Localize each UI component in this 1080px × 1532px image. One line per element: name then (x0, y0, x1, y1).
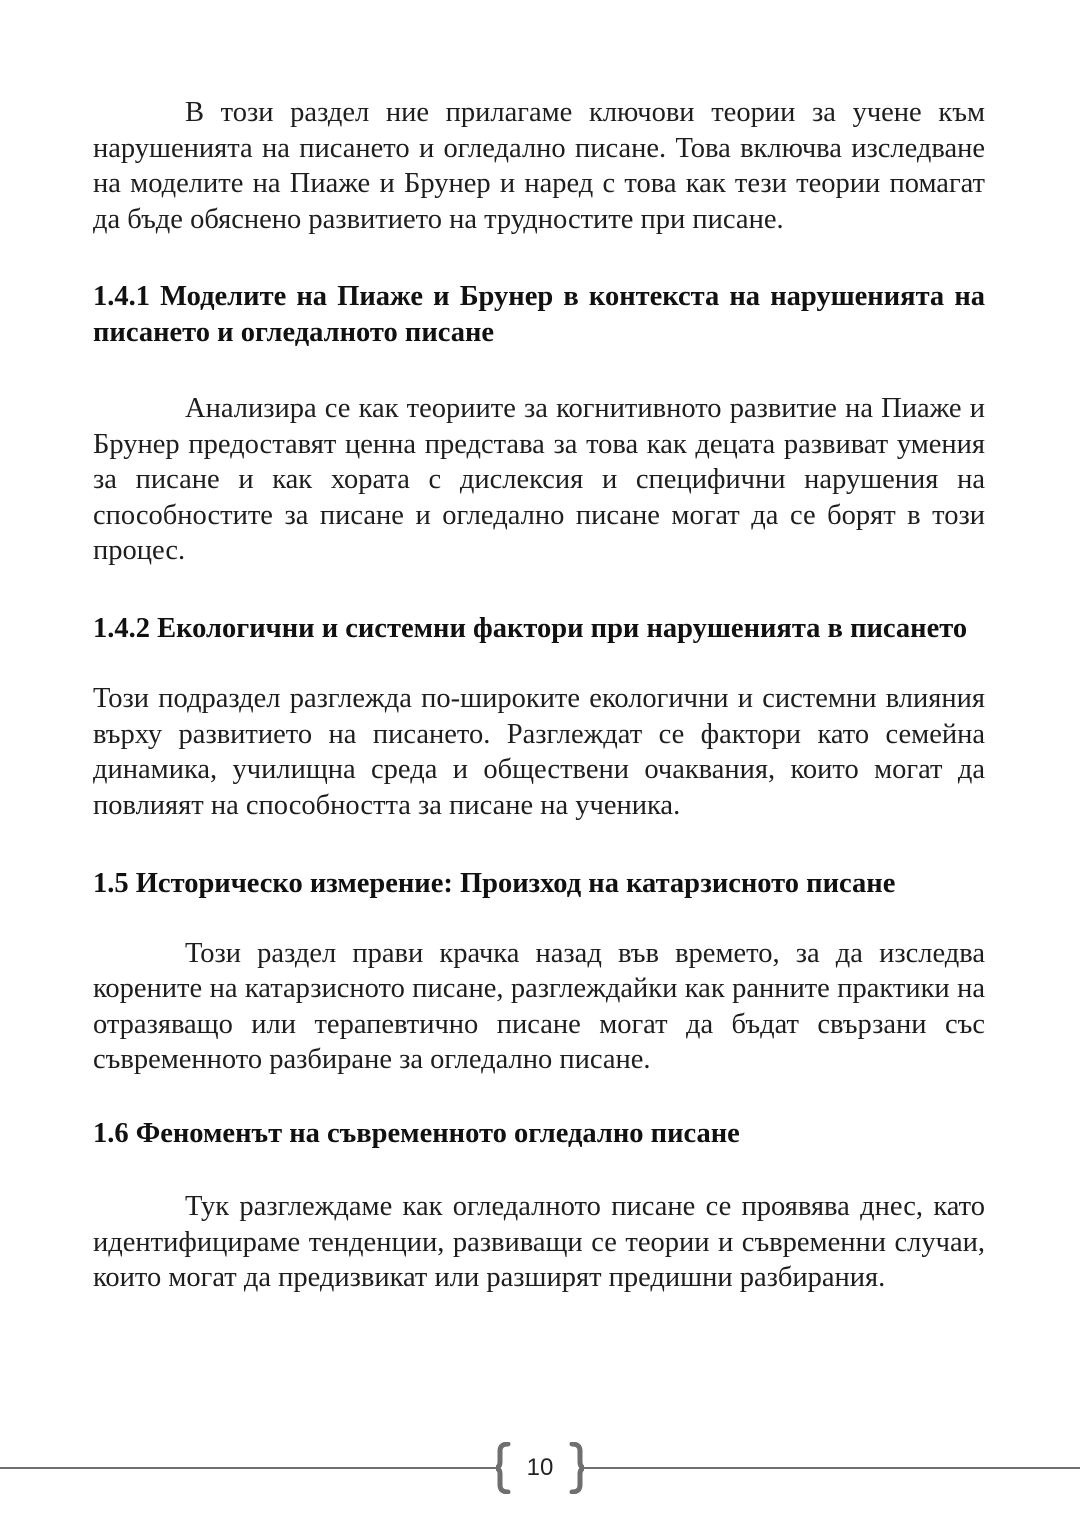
footer-rule-right (584, 1467, 1080, 1469)
page-number: 10 (526, 1454, 554, 1481)
page-number-box (496, 1442, 584, 1494)
section-heading-1-4-2: 1.4.2 Екологични и системни фактори при нарушенията в писането (93, 612, 968, 644)
footer-rule-left (0, 1467, 496, 1469)
section-body-1-5: Този раздел прави крачка назад във времето, за да изследва корените на катарзисното писане, разглеждайки как ранните практики на отразяващо или терапевтично писане могат да бъдат свързани със съвременното разбиране за огледално писане. (93, 937, 985, 1075)
section-body-1-4-2: Този подраздел разглежда по-широките екологични и системни влияния върху развитието на писането. Разглеждат се фактори като семейна динамика, училищна среда и обществени очаквания, които могат да повлияят на способността за писане на ученика. (93, 683, 985, 821)
page-content (93, 95, 985, 1296)
intro-paragraph: В този раздел ние прилагаме ключови теории за учене към нарушенията на писането и огледално писане. Това включва изследване на моделите на Пиаже и Брунер и наред с това как тези теории помагат да бъде обяснено развитието на трудностите при писане. (93, 97, 985, 235)
section-heading-1-6: 1.6 Феноменът на съвременното огледално писане (93, 1117, 740, 1149)
section-body-1-4-1: Анализира се как теориите за когнитивното развитие на Пиаже и Брунер предоставят ценна представа за това как децата развиват умения за писане и как хората с дислексия и специфични нарушения на способностите за писане и огледално писане могат да се борят в този процес. (93, 393, 985, 566)
section-heading-1-4-1: 1.4.1 Моделите на Пиаже и Брунер в контекста на нарушенията на писането и огледалното писане (93, 281, 985, 348)
section-heading-1-5: 1.5 Историческо измерение: Произход на катарзисното писане (93, 868, 896, 899)
section-body-1-6: Тук разглеждаме как огледалното писане се проявява днес, като идентифицираме тенденции, развиващи се теории и съвременни случаи, които могат да предизвикат или разширят предишни разбирания. (93, 1191, 985, 1293)
